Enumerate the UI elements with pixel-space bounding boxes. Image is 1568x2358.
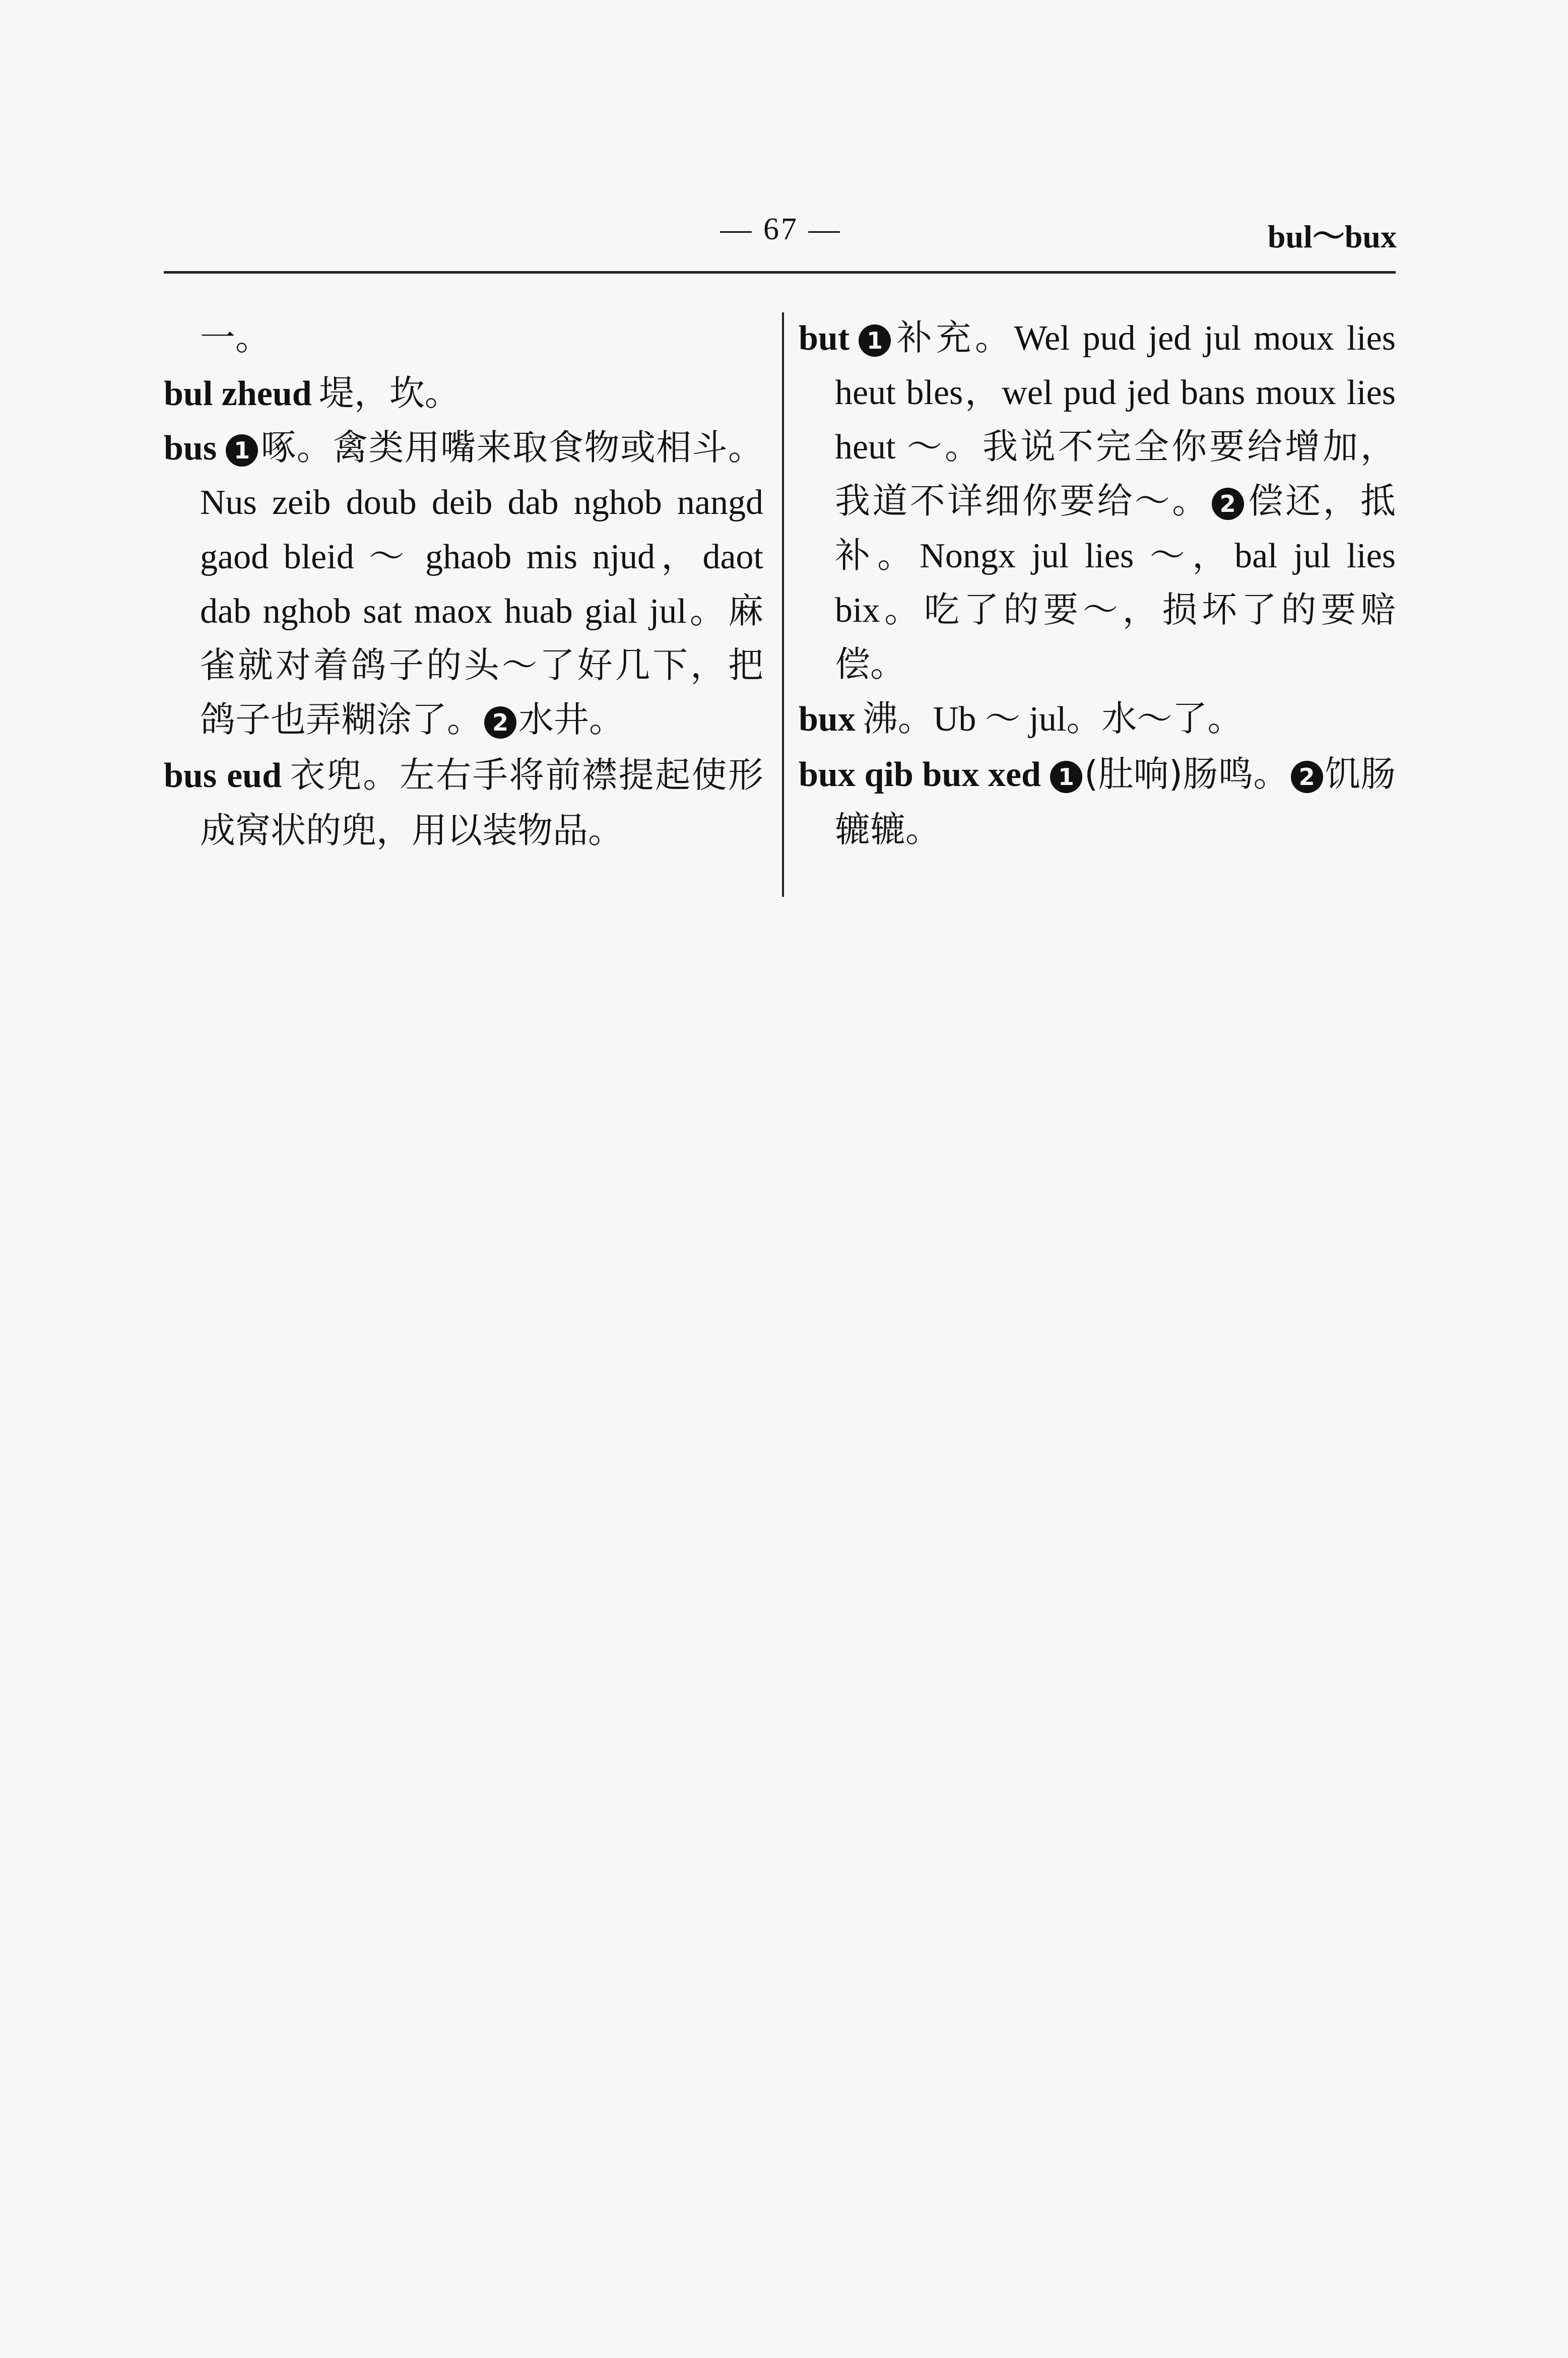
headword: bux qib bux xed	[799, 755, 1041, 794]
definition: 沸。Ub ～ jul。水～了。	[862, 700, 1243, 739]
entry-bus	[164, 421, 763, 748]
entry-bul-zheud	[164, 366, 763, 421]
headword: bus	[164, 429, 217, 468]
sense-number: 1	[1050, 761, 1082, 793]
entry-bux-qib-bux-xed	[799, 747, 1396, 858]
column-divider	[782, 312, 784, 897]
sense-number: 1	[859, 324, 891, 357]
headword: but	[799, 319, 850, 358]
definition: 水井。	[518, 701, 624, 740]
definition: 饥肠辘辘。	[835, 753, 1396, 850]
sense-number: 1	[226, 434, 258, 467]
entry-bux	[799, 692, 1396, 747]
definition: 偿还，抵补。Nongx jul lies ～，bal jul lies bix。吃了的要～，损坏了的要赔偿。	[835, 482, 1396, 684]
definition: 补充。Wel pud jed jul moux lies heut bles，wel pud jed bans moux lies heut ～。我说不完全你要给增加，我道不详细你要给～。	[835, 319, 1396, 521]
continuation-text: 一。	[200, 319, 271, 358]
headword: bul zheud	[164, 374, 312, 413]
definition: 啄。禽类用嘴来取食物或相斗。Nus zeib doub deib dab nghob nangd gaod bleid ～ ghaob mis njud，daot dab nghob sat maox huab gial jul。麻雀就对着鸽子的头～了好几下，把鸽子也弄糊涂了。	[200, 429, 763, 740]
right-column	[799, 311, 1396, 858]
sense-number: 2	[1291, 761, 1323, 793]
entry-but	[799, 311, 1396, 692]
sense-number: 2	[484, 706, 516, 739]
page-number: — 67 —	[720, 212, 842, 246]
headword: bus eud	[164, 756, 282, 795]
definition: 堤，坎。	[318, 372, 460, 414]
entry-bus-eud	[164, 748, 763, 859]
definition: (肚响)肠鸣。	[1084, 753, 1289, 795]
headword: bux	[799, 700, 856, 739]
sense-number: 2	[1212, 488, 1244, 520]
left-column	[164, 311, 763, 859]
guide-words: bul～bux	[1267, 219, 1397, 254]
header-rule	[164, 271, 1396, 274]
definition: 衣兜。左右手将前襟提起使形成窝状的兜，用以装物品。	[200, 754, 763, 851]
